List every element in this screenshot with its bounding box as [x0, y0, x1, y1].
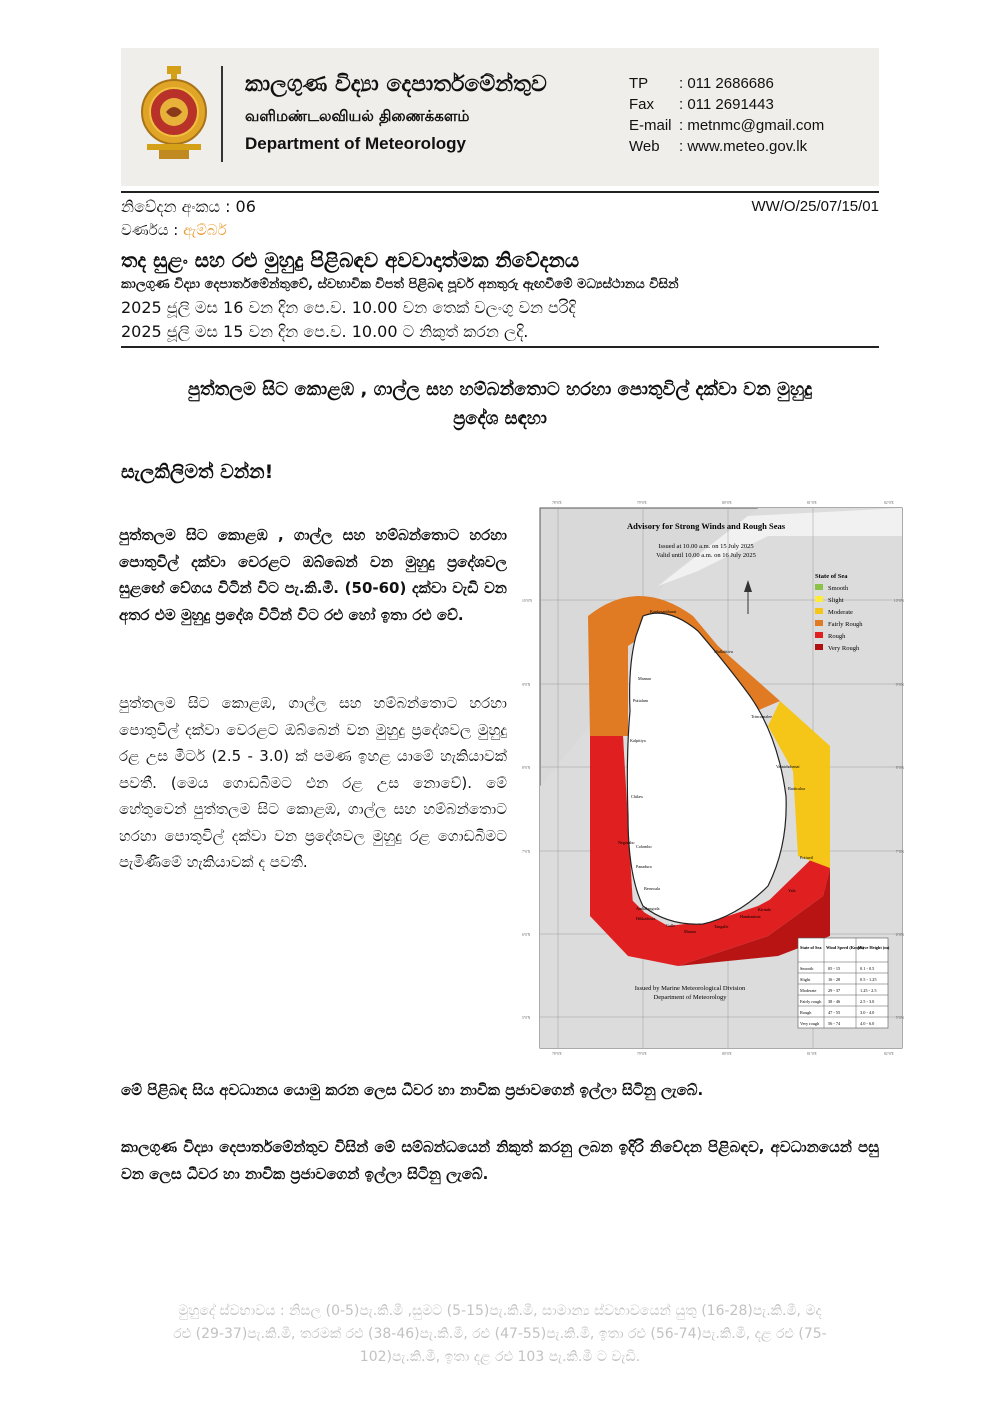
notice-number: නිවේදන අංකය : 06	[121, 197, 256, 216]
org-name-english: Department of Meteorology	[245, 134, 467, 153]
svg-text:Kalpitiya: Kalpitiya	[630, 738, 646, 743]
svg-text:Kirinda: Kirinda	[758, 907, 771, 912]
category-amber: ඇම්බර්	[183, 221, 227, 239]
svg-text:Tangalle: Tangalle	[714, 924, 729, 929]
svg-text:82°0'E: 82°0'E	[884, 1052, 894, 1056]
svg-text:Yala: Yala	[788, 888, 796, 893]
sea-state-footer: මුහුදේ ස්වභාවය : නිසල (0-5)පැ.කි.මී ,සුමට (5-15)පැ.කි.මී, සාමාන්‍ය ස්වභාවයෙන් යුතු (16-28)පැ.කි.මී, මද රළු (29-37)පැ.කි.මී, තරමක් රළු (38-46)පැ.කි.මී, රළු (47-55)පැ.කි.මී, ඉතා රළු (56-74)පැ.කි.මී, දළ රළු (75- 102)පැ.කි.මී, ඉතා දළ රළු 103 පැ.කි.මී ට වැඩි.	[173, 1303, 827, 1365]
wave-paragraph: පුත්තලම සිට කොළඹ, ගාල්ල සහ හම්බන්තොට හරහා පොතුවිල් දක්වා වෙරළට ඔබ්බෙන් වන මුහුදු ප්‍රදේශවල මුහුදු රළ උස මීටර් (2.5 - 3.0) ක් පමණ ඉහළ යාමේ හැකියාවක් පවතී. (මෙය ගොඩබිමට එන රළ උස නොවේ). මේ හේතුවෙන් පුත්තලම සිට කොළඹ, ගාල්ල සහ හම්බන්තොට හරහා පොතුවිල් දක්වා වන ප්‍රදේශවල මුහුදු රළ ගොඩබිමට පැමිණීමේ හැකියාවක් ද පවතී.	[119, 694, 507, 871]
svg-text:78°0'E: 78°0'E	[552, 501, 562, 505]
svg-text:Department of Meteorology: Department of Meteorology	[653, 994, 727, 1001]
org-name-sinhala: කාලගුණ විද්‍යා දෙපාර්තමේන්තුව	[245, 72, 547, 97]
closing-request: මේ පිළිබඳ සිය අවධානය යොමු කරන ලෙස ධීවර හා නාවික ප්‍රජාවගෙන් ඉල්ලා සිටිනු ලැබේ.	[121, 1081, 704, 1099]
contact-email: E-mail : metnmc@gmail.com	[629, 117, 825, 134]
svg-text:Panadura: Panadura	[636, 864, 652, 869]
svg-text:Rough: Rough	[828, 633, 846, 640]
svg-text:79°0'E: 79°0'E	[637, 501, 647, 505]
issuer-line: කාලගුණ විද්‍යා දෙපාර්තමේන්තුවේ, ස්වභාවික විපත් පිළිබඳ පූර්ව අනතුරු ඇඟවීමේ මධ්‍යස්ථානය විසින්	[121, 277, 679, 292]
svg-text:Smooth: Smooth	[800, 966, 814, 971]
svg-text:10°0'N: 10°0'N	[522, 599, 533, 603]
svg-text:Ambalangoda: Ambalangoda	[636, 906, 660, 911]
svg-text:Issued at 10.00 a.m. on 15 Jul: Issued at 10.00 a.m. on 15 July 2025	[658, 543, 754, 550]
svg-text:Rough: Rough	[800, 1010, 812, 1015]
svg-text:0.1 - 0.5: 0.1 - 0.5	[860, 966, 875, 971]
svg-text:9°0'N: 9°0'N	[895, 683, 904, 687]
mid-rule	[121, 346, 879, 348]
svg-text:Pottuvil: Pottuvil	[800, 855, 814, 860]
svg-text:Hambantota: Hambantota	[740, 914, 761, 919]
contact-block	[629, 73, 824, 157]
svg-text:Fairly Rough: Fairly Rough	[828, 621, 863, 628]
valid-until: 2025 ජූලි මස 16 වන දින පෙ.ව. 10.00 වන තෙක් වලංගු වන පරිදි	[121, 298, 576, 317]
svg-text:82°0'E: 82°0'E	[884, 501, 894, 505]
map-issuer: Issued by Marine Meteorological Division	[634, 985, 746, 992]
svg-text:2.5 - 3.0: 2.5 - 3.0	[860, 999, 875, 1004]
svg-text:81°0'E: 81°0'E	[807, 1052, 817, 1056]
area-subtitle: පුත්තලම සිට කොළඹ , ගාල්ල සහ හම්බන්තොට හරහා පොතුවිල් දක්වා වන මුහුදු ප්‍රදේශ සඳහා	[187, 379, 813, 429]
category-line: වර්ණය : ඇම්බර්	[121, 221, 227, 239]
svg-text:1.25 - 2.5: 1.25 - 2.5	[860, 988, 877, 993]
svg-text:9°0'N: 9°0'N	[522, 683, 531, 687]
issued-on: 2025 ජූලි මස 15 වන දින පෙ.ව. 10.00 ට නිකුත් කරන ලදි.	[121, 322, 529, 341]
svg-text:Valaichchenai: Valaichchenai	[776, 764, 800, 769]
contact-web: Web : www.meteo.gov.lk	[629, 138, 808, 155]
svg-text:Moderate: Moderate	[828, 609, 853, 616]
svg-text:5°0'N: 5°0'N	[895, 1016, 904, 1020]
svg-text:Beruwala: Beruwala	[644, 886, 661, 891]
svg-text:8°0'N: 8°0'N	[522, 766, 531, 770]
svg-text:Colombo: Colombo	[636, 844, 652, 849]
svg-text:Very Rough: Very Rough	[828, 645, 860, 652]
svg-text:Puttalam: Puttalam	[633, 698, 648, 703]
svg-text:78°0'E: 78°0'E	[552, 1052, 562, 1056]
svg-text:4.0 - 6.0: 4.0 - 6.0	[860, 1021, 875, 1026]
svg-text:Wind Speed (Kmph): Wind Speed (Kmph)	[826, 945, 864, 950]
svg-text:05 - 15: 05 - 15	[828, 966, 841, 971]
svg-text:6°0'N: 6°0'N	[895, 933, 904, 937]
letterhead	[121, 48, 879, 186]
svg-text:Moderate: Moderate	[800, 988, 817, 993]
svg-text:Matara: Matara	[684, 929, 696, 934]
svg-text:5°0'N: 5°0'N	[522, 1016, 531, 1020]
svg-text:Smooth: Smooth	[828, 585, 849, 592]
svg-text:6°0'N: 6°0'N	[522, 933, 531, 937]
svg-text:Batticaloa: Batticaloa	[788, 786, 805, 791]
svg-text:81°0'E: 81°0'E	[807, 501, 817, 505]
svg-text:Hikkaduwa: Hikkaduwa	[636, 916, 656, 921]
beware-heading: සැලකිලිමත් වන්න!	[121, 461, 274, 483]
notice-title: තද සුළං සහ රළු මුහුදු පිළිබඳව අවවාදාත්මක නිවේදනය	[121, 248, 580, 272]
sea-state-table	[798, 938, 890, 1028]
svg-text:56 - 74: 56 - 74	[828, 1021, 841, 1026]
map-title: Advisory for Strong Winds and Rough Seas	[626, 521, 786, 531]
svg-text:Chilaw: Chilaw	[631, 794, 644, 799]
svg-text:47 - 55: 47 - 55	[828, 1010, 841, 1015]
closing-followup: කාලගුණ විද්‍යා දෙපාර්තමේන්තුව විසින් මේ සම්බන්ධයෙන් නිකුත් කරනු ලබන ඉදිරි නිවේදන පිළිබඳව, අවධානයෙන් පසු වන ලෙස ධීවර හා නාවික ප්‍රජාවගෙන් ඉල්ලා සිටිනු ලැබේ.	[121, 1138, 879, 1183]
svg-text:80°0'E: 80°0'E	[722, 1052, 732, 1056]
svg-text:Slight: Slight	[828, 597, 844, 604]
svg-text:Slight: Slight	[800, 977, 811, 982]
contact-tp: TP : 011 2686686	[629, 75, 774, 92]
header-divider	[221, 66, 223, 162]
svg-text:8°0'N: 8°0'N	[895, 766, 904, 770]
svg-text:16 - 28: 16 - 28	[828, 977, 841, 982]
legend-title: State of Sea	[815, 573, 848, 580]
svg-text:Negombo: Negombo	[618, 840, 635, 845]
svg-text:Valid until 10.00 a.m. on 16 J: Valid until 10.00 a.m. on 16 July 2025	[656, 552, 756, 559]
svg-text:79°0'E: 79°0'E	[637, 1052, 647, 1056]
svg-text:Galle: Galle	[666, 923, 676, 928]
sea-state-map	[518, 496, 906, 1056]
state-emblem-icon	[139, 66, 209, 161]
svg-text:38 - 46: 38 - 46	[828, 999, 841, 1004]
contact-fax: Fax : 011 2691443	[629, 96, 774, 113]
top-rule	[121, 191, 879, 193]
svg-text:Trincomalee: Trincomalee	[751, 714, 773, 719]
svg-text:Wave Height (m): Wave Height (m)	[858, 945, 890, 950]
svg-text:80°0'E: 80°0'E	[722, 501, 732, 505]
svg-text:Kankesanthurai: Kankesanthurai	[650, 609, 677, 614]
svg-text:0.5 - 1.25: 0.5 - 1.25	[860, 977, 877, 982]
svg-text:29 - 37: 29 - 37	[828, 988, 841, 993]
svg-text:Very rough: Very rough	[800, 1021, 820, 1026]
svg-text:7°0'N: 7°0'N	[522, 850, 531, 854]
svg-text:State of Sea: State of Sea	[800, 945, 822, 950]
wind-paragraph: පුත්තලම සිට කොළඹ , ගාල්ල සහ හම්බන්තොට හරහා පොතුවිල් දක්වා වෙරළට ඔබ්බෙන් වන මුහුදු ප්‍රදේශවල සුළඟේ වේගය විටින් විට පැ.කි.මී. (50-60) දක්වා වැඩි වන අතර එම මුහුදු ප්‍රදේශ විටින් විට රළු හෝ ඉතා රළු වේ.	[119, 526, 507, 624]
svg-text:Fairly rough: Fairly rough	[800, 999, 822, 1004]
reference-code: WW/O/25/07/15/01	[751, 198, 879, 215]
svg-text:10°0'N: 10°0'N	[893, 599, 904, 603]
svg-text:Mullaittivu: Mullaittivu	[714, 649, 733, 654]
svg-text:Mannar: Mannar	[638, 676, 652, 681]
org-name-tamil: வளிமண்டலவியல் திணைக்களம்	[245, 107, 470, 125]
svg-text:3.0 - 4.0: 3.0 - 4.0	[860, 1010, 875, 1015]
svg-text:7°0'N: 7°0'N	[895, 850, 904, 854]
